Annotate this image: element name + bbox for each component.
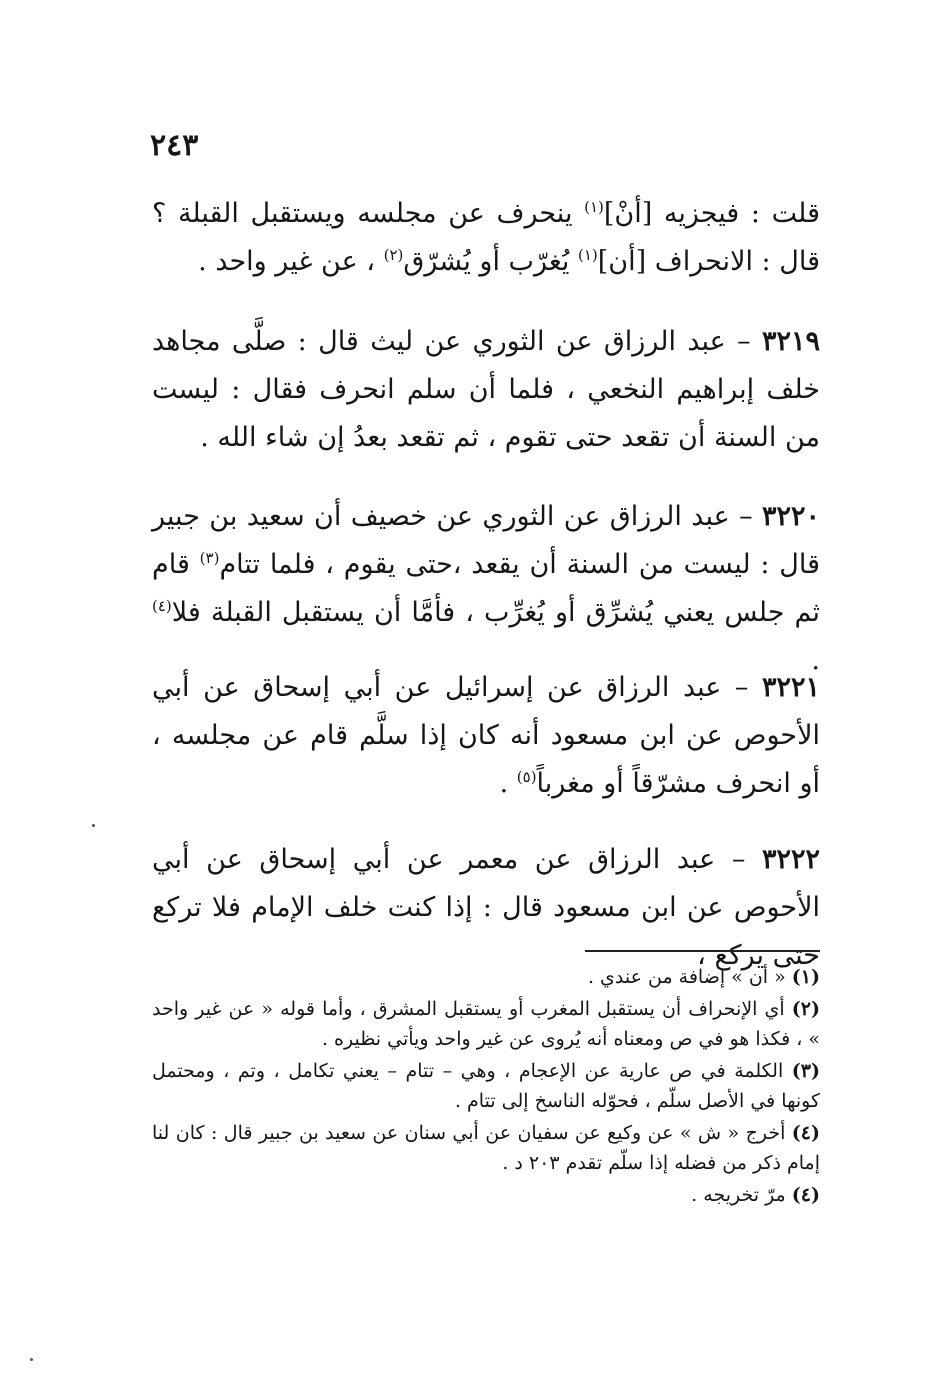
paragraph-text: . bbox=[499, 768, 517, 799]
footnote-text: الكلمة في ص عارية عن الإعجام ، وهي – تتام – يعني تكامل ، وتم ، ومحتمل كونها في الأصل سلّم ، فحوّله الناسخ إلى تتام . bbox=[152, 1060, 820, 1112]
hadith-number: ٣٢٢١ bbox=[761, 672, 820, 703]
footnote bbox=[152, 962, 820, 992]
footnotes bbox=[152, 962, 820, 1212]
footnote bbox=[152, 1056, 820, 1116]
paragraph-text: قام ثم جلس يعني يُشرِّق أو يُغرِّب ، فأمَّا أن يستقبل القبلة فلا bbox=[152, 549, 820, 628]
footnote bbox=[152, 1118, 820, 1178]
footnote-ref: (١) bbox=[584, 198, 604, 216]
footnote-text: مرّ تخريجه . bbox=[691, 1184, 792, 1206]
hadith-number: ٣٢٢٠ bbox=[761, 501, 820, 532]
scan-speck bbox=[92, 824, 95, 827]
hadith-3219 bbox=[152, 318, 820, 462]
footnote-number: (٤) bbox=[791, 1184, 820, 1206]
page-number: ٢٤٣ bbox=[150, 128, 199, 163]
footnote-ref: (٤) bbox=[152, 597, 172, 615]
paragraph-text: – عبد الرزاق عن معمر عن أبي إسحاق عن أبي الأحوص عن ابن مسعود قال : إذا كنت خلف الإمام فلا تركع حتى يركع ، bbox=[152, 844, 820, 971]
paragraph-text: – عبد الرزاق عن إسرائيل عن أبي إسحاق عن أبي الأحوص عن ابن مسعود أنه كان إذا سلَّم قام عن مجلسه ، أو انحرف مشرّقاً أو مغرباً bbox=[152, 672, 820, 799]
footnote-number: (٢) bbox=[791, 998, 820, 1020]
footnote bbox=[152, 994, 820, 1054]
paragraph-text: ، عن غير واحد . bbox=[198, 246, 384, 277]
paragraph-text: . bbox=[811, 645, 820, 676]
hadith-3222 bbox=[152, 836, 820, 980]
footnote-text: أخرج « ش » عن وكيع عن سفيان عن أبي سنان عن سعيد بن جبير قال : كان لنا إمام ذكر من فضله إذا سلّم تقدم ٢٠٣ د . bbox=[152, 1122, 820, 1174]
hadith-3220 bbox=[152, 493, 820, 685]
hadith-3221 bbox=[152, 664, 820, 808]
paragraph-text: قلت : فيجزيه [أنْ] bbox=[603, 198, 820, 229]
footnote-ref: (٢) bbox=[383, 246, 404, 264]
footnote bbox=[152, 1180, 820, 1210]
paragraph-intro bbox=[152, 190, 820, 286]
footnote-text: أي الإنحراف أن يستقبل المغرب أو يستقبل المشرق ، وأما قوله « عن غير واحد » ، فكذا هو في ص ومعناه أنه يُروى عن غير واحد ويأتي نظيره . bbox=[152, 998, 820, 1050]
paragraph-text: يُغرّب أو يُشرّق bbox=[403, 246, 578, 277]
footnote-separator bbox=[585, 950, 820, 952]
footnote-number: (٤) bbox=[791, 1122, 820, 1144]
footnote-text: « أن » إضافة من عندي . bbox=[587, 966, 792, 988]
paragraph-text: – عبد الرزاق عن الثوري عن ليث قال : صلَّى مجاهد خلف إبراهيم النخعي ، فلما أن سلم انحرف فقال : ليست من السنة أن تقعد حتى تقوم ، ثم تقعد بعدُ إن شاء الله . bbox=[152, 326, 820, 453]
footnote-ref: (٣) bbox=[199, 549, 220, 567]
scan-speck bbox=[30, 1358, 33, 1361]
hadith-number: ٣٢٢٢ bbox=[761, 844, 820, 875]
paragraph-text: ينحرف عن مجلسه ويستقبل القبلة ؟ قال : الانحراف [أن] bbox=[152, 198, 820, 277]
footnote-number: (١) bbox=[791, 966, 820, 988]
paragraph-text: – عبد الرزاق عن الثوري عن خصيف أن سعيد بن جبير قال : ليست من السنة أن يقعد ،حتى يقوم ، فلما تتام bbox=[152, 501, 821, 580]
hadith-number: ٣٢١٩ bbox=[761, 326, 820, 357]
footnote-ref: (١) bbox=[577, 246, 598, 264]
footnote-ref: (٥) bbox=[516, 768, 537, 786]
footnote-number: (٣) bbox=[791, 1060, 820, 1082]
